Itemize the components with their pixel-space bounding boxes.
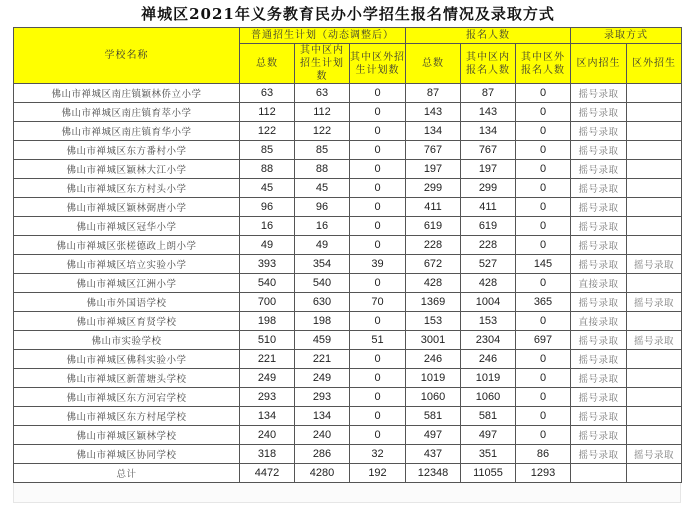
signup-out-district-cell: 0 xyxy=(516,388,571,407)
plan-in-district-cell: 459 xyxy=(295,331,350,350)
signup-in-district-cell: 1019 xyxy=(461,369,516,388)
admission-in-district-cell: 摇号录取 xyxy=(571,426,627,445)
plan-out-district-cell: 0 xyxy=(350,388,406,407)
signup-in-district-cell: 1004 xyxy=(461,293,516,312)
plan-out-district-cell: 0 xyxy=(350,103,406,122)
plan-in-district-cell: 122 xyxy=(295,122,350,141)
header-signup-out-district: 其中区外报名人数 xyxy=(516,44,571,84)
school-name-cell: 佛山市禅城区张槎德政上朗小学 xyxy=(14,236,240,255)
plan-total-cell: 16 xyxy=(240,217,295,236)
plan-in-district-cell: 4280 xyxy=(295,464,350,483)
school-name-cell: 佛山市禅城区南庄镇育华小学 xyxy=(14,122,240,141)
total-row xyxy=(14,464,682,483)
plan-total-cell: 88 xyxy=(240,160,295,179)
signup-in-district-cell: 197 xyxy=(461,160,516,179)
signup-total-cell: 767 xyxy=(406,141,461,160)
table-row xyxy=(14,141,682,160)
plan-out-district-cell: 192 xyxy=(350,464,406,483)
admission-in-district-cell xyxy=(571,464,627,483)
signup-total-cell: 246 xyxy=(406,350,461,369)
signup-out-district-cell: 145 xyxy=(516,255,571,274)
table-row xyxy=(14,103,682,122)
signup-total-cell: 581 xyxy=(406,407,461,426)
table-body xyxy=(14,84,682,483)
table-row xyxy=(14,445,682,464)
admission-in-district-cell: 直接录取 xyxy=(571,274,627,293)
plan-in-district-cell: 112 xyxy=(295,103,350,122)
admission-out-district-cell xyxy=(627,236,682,255)
plan-total-cell: 63 xyxy=(240,84,295,103)
table-row xyxy=(14,388,682,407)
plan-in-district-cell: 16 xyxy=(295,217,350,236)
admission-in-district-cell: 摇号录取 xyxy=(571,141,627,160)
plan-total-cell: 198 xyxy=(240,312,295,331)
plan-total-cell: 293 xyxy=(240,388,295,407)
signup-total-cell: 619 xyxy=(406,217,461,236)
admission-in-district-cell: 摇号录取 xyxy=(571,331,627,350)
school-name-cell: 佛山市禅城区东方村头小学 xyxy=(14,179,240,198)
table-row xyxy=(14,369,682,388)
plan-total-cell: 318 xyxy=(240,445,295,464)
signup-in-district-cell: 246 xyxy=(461,350,516,369)
signup-out-district-cell: 0 xyxy=(516,141,571,160)
plan-out-district-cell: 0 xyxy=(350,84,406,103)
admission-in-district-cell: 摇号录取 xyxy=(571,255,627,274)
signup-total-cell: 134 xyxy=(406,122,461,141)
plan-total-cell: 85 xyxy=(240,141,295,160)
plan-in-district-cell: 88 xyxy=(295,160,350,179)
signup-total-cell: 437 xyxy=(406,445,461,464)
admission-table xyxy=(13,27,682,483)
school-name-cell: 佛山市外国语学校 xyxy=(14,293,240,312)
header-plan-group: 普通招生计划（动态调整后） xyxy=(240,28,406,44)
plan-in-district-cell: 85 xyxy=(295,141,350,160)
header-plan-out-district: 其中区外招生计划数 xyxy=(350,44,406,84)
plan-in-district-cell: 45 xyxy=(295,179,350,198)
signup-total-cell: 299 xyxy=(406,179,461,198)
table-row xyxy=(14,293,682,312)
signup-out-district-cell: 697 xyxy=(516,331,571,350)
school-name-cell: 佛山市禅城区冠华小学 xyxy=(14,217,240,236)
plan-total-cell: 112 xyxy=(240,103,295,122)
plan-total-cell: 240 xyxy=(240,426,295,445)
signup-in-district-cell: 581 xyxy=(461,407,516,426)
school-name-cell: 佛山市禅城区颖林学校 xyxy=(14,426,240,445)
plan-total-cell: 249 xyxy=(240,369,295,388)
signup-in-district-cell: 228 xyxy=(461,236,516,255)
admission-out-district-cell xyxy=(627,84,682,103)
header-admission-group: 录取方式 xyxy=(571,28,682,44)
school-name-cell: 佛山市禅城区协同学校 xyxy=(14,445,240,464)
signup-total-cell: 12348 xyxy=(406,464,461,483)
plan-in-district-cell: 198 xyxy=(295,312,350,331)
plan-in-district-cell: 240 xyxy=(295,426,350,445)
header-signup-total: 总数 xyxy=(406,44,461,84)
admission-in-district-cell: 摇号录取 xyxy=(571,236,627,255)
plan-in-district-cell: 221 xyxy=(295,350,350,369)
signup-total-cell: 672 xyxy=(406,255,461,274)
plan-in-district-cell: 63 xyxy=(295,84,350,103)
signup-out-district-cell: 0 xyxy=(516,369,571,388)
plan-total-cell: 96 xyxy=(240,198,295,217)
signup-total-cell: 411 xyxy=(406,198,461,217)
plan-out-district-cell: 0 xyxy=(350,141,406,160)
plan-total-cell: 134 xyxy=(240,407,295,426)
school-name-cell: 佛山市禅城区南庄镇育萃小学 xyxy=(14,103,240,122)
admission-in-district-cell: 摇号录取 xyxy=(571,103,627,122)
plan-out-district-cell: 0 xyxy=(350,274,406,293)
header-signup-in-district: 其中区内报名人数 xyxy=(461,44,516,84)
plan-in-district-cell: 540 xyxy=(295,274,350,293)
signup-out-district-cell: 86 xyxy=(516,445,571,464)
table-row xyxy=(14,426,682,445)
admission-in-district-cell: 摇号录取 xyxy=(571,350,627,369)
school-name-cell: 总计 xyxy=(14,464,240,483)
signup-out-district-cell: 0 xyxy=(516,217,571,236)
admission-in-district-cell: 摇号录取 xyxy=(571,388,627,407)
signup-total-cell: 143 xyxy=(406,103,461,122)
plan-out-district-cell: 0 xyxy=(350,312,406,331)
admission-out-district-cell xyxy=(627,122,682,141)
admission-out-district-cell: 摇号录取 xyxy=(627,255,682,274)
signup-out-district-cell: 0 xyxy=(516,198,571,217)
admission-out-district-cell xyxy=(627,464,682,483)
signup-in-district-cell: 143 xyxy=(461,103,516,122)
signup-total-cell: 497 xyxy=(406,426,461,445)
signup-in-district-cell: 11055 xyxy=(461,464,516,483)
signup-in-district-cell: 299 xyxy=(461,179,516,198)
signup-in-district-cell: 497 xyxy=(461,426,516,445)
table-row xyxy=(14,198,682,217)
plan-out-district-cell: 0 xyxy=(350,236,406,255)
signup-in-district-cell: 153 xyxy=(461,312,516,331)
signup-out-district-cell: 0 xyxy=(516,84,571,103)
signup-total-cell: 153 xyxy=(406,312,461,331)
plan-total-cell: 510 xyxy=(240,331,295,350)
plan-total-cell: 700 xyxy=(240,293,295,312)
admission-out-district-cell: 摇号录取 xyxy=(627,293,682,312)
plan-out-district-cell: 70 xyxy=(350,293,406,312)
admission-in-district-cell: 摇号录取 xyxy=(571,122,627,141)
signup-total-cell: 1369 xyxy=(406,293,461,312)
table-row xyxy=(14,350,682,369)
signup-total-cell: 197 xyxy=(406,160,461,179)
admission-out-district-cell xyxy=(627,179,682,198)
plan-out-district-cell: 0 xyxy=(350,407,406,426)
plan-total-cell: 4472 xyxy=(240,464,295,483)
plan-out-district-cell: 0 xyxy=(350,160,406,179)
table-row xyxy=(14,179,682,198)
plan-total-cell: 122 xyxy=(240,122,295,141)
signup-out-district-cell: 1293 xyxy=(516,464,571,483)
plan-total-cell: 540 xyxy=(240,274,295,293)
school-name-cell: 佛山市禅城区东方番村小学 xyxy=(14,141,240,160)
signup-out-district-cell: 0 xyxy=(516,236,571,255)
signup-in-district-cell: 87 xyxy=(461,84,516,103)
plan-out-district-cell: 0 xyxy=(350,350,406,369)
signup-total-cell: 3001 xyxy=(406,331,461,350)
school-name-cell: 佛山市禅城区江洲小学 xyxy=(14,274,240,293)
admission-in-district-cell: 摇号录取 xyxy=(571,407,627,426)
signup-in-district-cell: 1060 xyxy=(461,388,516,407)
admission-out-district-cell xyxy=(627,274,682,293)
school-name-cell: 佛山市禅城区东方河宕学校 xyxy=(14,388,240,407)
signup-out-district-cell: 0 xyxy=(516,274,571,293)
admission-in-district-cell: 摇号录取 xyxy=(571,198,627,217)
plan-out-district-cell: 0 xyxy=(350,179,406,198)
plan-total-cell: 45 xyxy=(240,179,295,198)
table-row xyxy=(14,160,682,179)
admission-out-district-cell xyxy=(627,388,682,407)
plan-in-district-cell: 354 xyxy=(295,255,350,274)
plan-in-district-cell: 630 xyxy=(295,293,350,312)
signup-out-district-cell: 0 xyxy=(516,350,571,369)
signup-in-district-cell: 527 xyxy=(461,255,516,274)
table-row xyxy=(14,217,682,236)
signup-out-district-cell: 0 xyxy=(516,122,571,141)
school-name-cell: 佛山市禅城区新蕾塘头学校 xyxy=(14,369,240,388)
admission-in-district-cell: 摇号录取 xyxy=(571,160,627,179)
signup-total-cell: 1060 xyxy=(406,388,461,407)
table-row xyxy=(14,274,682,293)
plan-out-district-cell: 0 xyxy=(350,217,406,236)
admission-out-district-cell xyxy=(627,350,682,369)
plan-in-district-cell: 249 xyxy=(295,369,350,388)
plan-out-district-cell: 0 xyxy=(350,122,406,141)
admission-in-district-cell: 摇号录取 xyxy=(571,445,627,464)
signup-in-district-cell: 619 xyxy=(461,217,516,236)
school-name-cell: 佛山市禅城区东方村尾学校 xyxy=(14,407,240,426)
table-row xyxy=(14,84,682,103)
school-name-cell: 佛山市禅城区颖林大江小学 xyxy=(14,160,240,179)
header-signup-group: 报名人数 xyxy=(406,28,571,44)
admission-in-district-cell: 摇号录取 xyxy=(571,179,627,198)
table-row xyxy=(14,331,682,350)
admission-out-district-cell: 摇号录取 xyxy=(627,331,682,350)
table-row xyxy=(14,255,682,274)
signup-in-district-cell: 134 xyxy=(461,122,516,141)
header-plan-total: 总数 xyxy=(240,44,295,84)
plan-total-cell: 49 xyxy=(240,236,295,255)
plan-out-district-cell: 0 xyxy=(350,369,406,388)
signup-total-cell: 87 xyxy=(406,84,461,103)
signup-in-district-cell: 411 xyxy=(461,198,516,217)
signup-out-district-cell: 0 xyxy=(516,312,571,331)
signup-out-district-cell: 0 xyxy=(516,179,571,198)
admission-out-district-cell xyxy=(627,141,682,160)
admission-in-district-cell: 直接录取 xyxy=(571,312,627,331)
plan-out-district-cell: 32 xyxy=(350,445,406,464)
school-name-cell: 佛山市禅城区育贤学校 xyxy=(14,312,240,331)
admission-in-district-cell: 摇号录取 xyxy=(571,217,627,236)
signup-in-district-cell: 351 xyxy=(461,445,516,464)
header-admission-out-district: 区外招生 xyxy=(627,44,682,84)
plan-out-district-cell: 51 xyxy=(350,331,406,350)
admission-out-district-cell xyxy=(627,407,682,426)
plan-in-district-cell: 96 xyxy=(295,198,350,217)
signup-out-district-cell: 0 xyxy=(516,160,571,179)
plan-total-cell: 221 xyxy=(240,350,295,369)
table-row xyxy=(14,312,682,331)
school-name-cell: 佛山市禅城区南庄镇颖林侨立小学 xyxy=(14,84,240,103)
signup-out-district-cell: 0 xyxy=(516,426,571,445)
signup-out-district-cell: 0 xyxy=(516,407,571,426)
signup-total-cell: 428 xyxy=(406,274,461,293)
school-name-cell: 佛山市禅城区培立实验小学 xyxy=(14,255,240,274)
school-name-cell: 佛山市实验学校 xyxy=(14,331,240,350)
page-title: 禅城区2021年义务教育民办小学招生报名情况及录取方式 xyxy=(141,5,555,23)
plan-in-district-cell: 134 xyxy=(295,407,350,426)
admission-out-district-cell xyxy=(627,198,682,217)
plan-in-district-cell: 49 xyxy=(295,236,350,255)
admission-out-district-cell xyxy=(627,369,682,388)
plan-total-cell: 393 xyxy=(240,255,295,274)
admission-out-district-cell xyxy=(627,217,682,236)
signup-out-district-cell: 365 xyxy=(516,293,571,312)
table-row xyxy=(14,122,682,141)
school-name-cell: 佛山市禅城区颖林弼唐小学 xyxy=(14,198,240,217)
signup-in-district-cell: 767 xyxy=(461,141,516,160)
plan-out-district-cell: 0 xyxy=(350,426,406,445)
header-admission-in-district: 区内招生 xyxy=(571,44,627,84)
admission-in-district-cell: 摇号录取 xyxy=(571,84,627,103)
plan-in-district-cell: 293 xyxy=(295,388,350,407)
school-name-cell: 佛山市禅城区佛科实验小学 xyxy=(14,350,240,369)
signup-out-district-cell: 0 xyxy=(516,103,571,122)
plan-out-district-cell: 0 xyxy=(350,198,406,217)
admission-out-district-cell xyxy=(627,160,682,179)
admission-out-district-cell xyxy=(627,426,682,445)
header-school-name: 学校名称 xyxy=(14,28,240,84)
plan-in-district-cell: 286 xyxy=(295,445,350,464)
plan-out-district-cell: 39 xyxy=(350,255,406,274)
admission-in-district-cell: 摇号录取 xyxy=(571,293,627,312)
signup-total-cell: 1019 xyxy=(406,369,461,388)
table-row xyxy=(14,407,682,426)
table-row xyxy=(14,236,682,255)
header-plan-in-district: 其中区内招生计划数 xyxy=(295,44,350,84)
signup-in-district-cell: 2304 xyxy=(461,331,516,350)
signup-total-cell: 228 xyxy=(406,236,461,255)
admission-out-district-cell: 摇号录取 xyxy=(627,445,682,464)
admission-out-district-cell xyxy=(627,312,682,331)
admission-out-district-cell xyxy=(627,103,682,122)
admission-in-district-cell: 摇号录取 xyxy=(571,369,627,388)
signup-in-district-cell: 428 xyxy=(461,274,516,293)
